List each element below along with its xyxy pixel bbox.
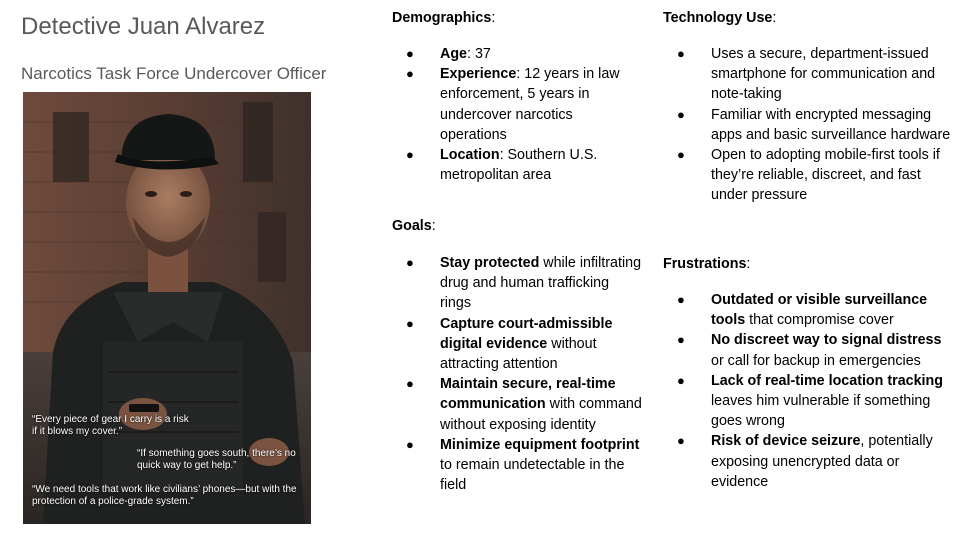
list-item: ● Lack of real-time location tracking leaves him vulnerable if something goes wrong [677, 372, 943, 430]
list-item: ● Risk of device seizure, potentially exposing unencrypted data or evidence [677, 433, 933, 490]
frustrations-heading: Frustrations: [663, 256, 751, 272]
list-item: ● Familiar with encrypted messaging apps and basic surveillance hardware [677, 106, 951, 143]
list-item: ● No discreet way to signal distress or call for backup in emergencies [677, 332, 942, 369]
technology-heading: Technology Use: [663, 10, 777, 26]
list-item: ● Experience: 12 years in law enforcement, 5 years in undercover narcotics operations [406, 66, 620, 143]
demographics-list [392, 44, 642, 185]
quote-police-grade: “We need tools that work like civilians’ phones—but with the protection of a police-grade system.” [32, 484, 297, 507]
quote-gear-risk: “Every piece of gear I carry is a risk if it blows my cover.” [32, 414, 189, 437]
frustrations-list [663, 290, 955, 492]
demographics-heading: Demographics: [392, 10, 496, 26]
goals-heading: Goals: [392, 218, 436, 234]
technology-list [663, 44, 955, 206]
list-item: ● Maintain secure, real-time communication with command without exposing identity [406, 376, 642, 433]
persona-role: Narcotics Task Force Undercover Officer [21, 64, 327, 83]
list-item: ● Location: Southern U.S. metropolitan area [406, 147, 598, 184]
list-item: ● Capture court-admissible digital evidence without attracting attention [406, 315, 613, 373]
list-item: ● Uses a secure, department-issued smartphone for communication and note-taking [677, 46, 936, 103]
list-item: ● Open to adopting mobile-first tools if they’re reliable, discreet, and fast under pressure [677, 147, 940, 204]
persona-name: Detective Juan Alvarez [21, 13, 266, 40]
list-item: ● Outdated or visible surveillance tools that compromise cover [677, 292, 928, 329]
persona-photo [23, 92, 311, 524]
goals-list [392, 253, 642, 495]
quote-get-help: “If something goes south, there’s no quick way to get help.” [137, 448, 296, 471]
list-item: ● Age: 37 [406, 46, 491, 62]
list-item: ● Stay protected while infiltrating drug and human trafficking rings [406, 255, 642, 312]
list-item: ● Minimize equipment footprint to remain undetectable in the field [406, 436, 640, 494]
